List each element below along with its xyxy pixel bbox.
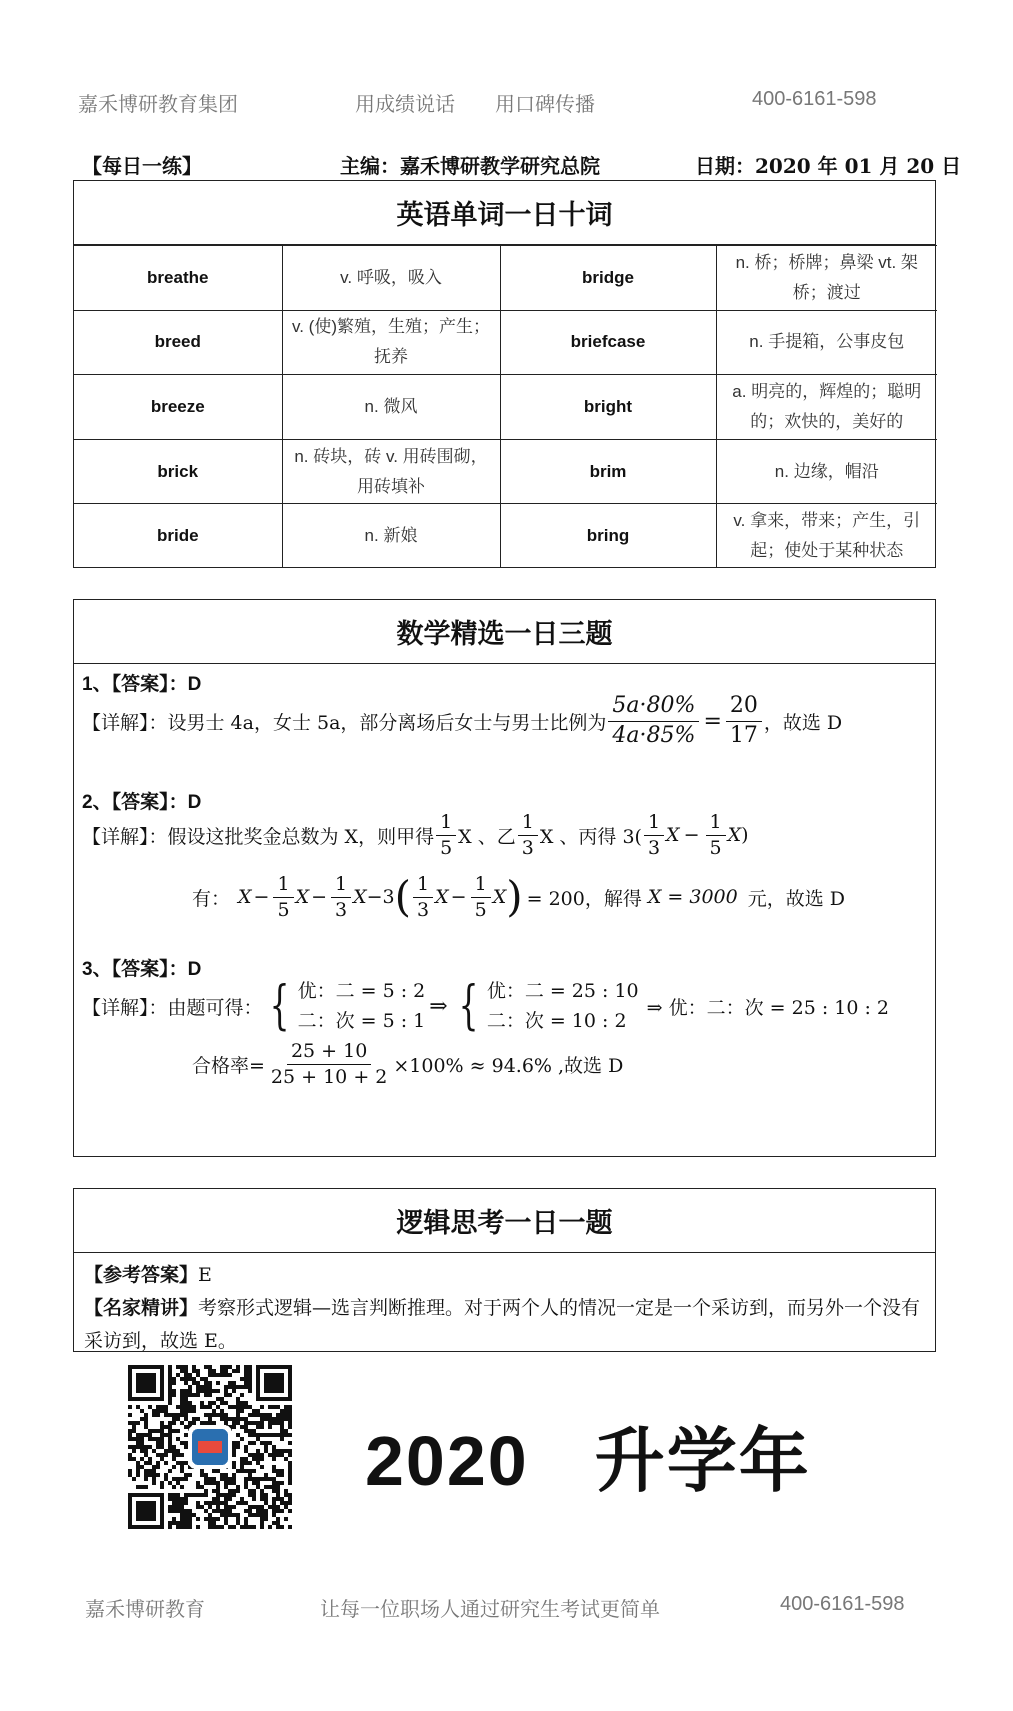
q1-answer: 1、【答案】：D (82, 674, 202, 695)
logic-title: 逻辑思考一日一题 (74, 1189, 935, 1253)
math-section (73, 599, 936, 1157)
q2-answer: 2、【答案】：D (82, 792, 202, 813)
header-slogan-1: 用成绩说话 (355, 94, 455, 116)
q3-rate: 合格率= $\frac{25 + 10}{25 + 10 + 2}$ ×100% ≈ 94.6% ,故选 D (192, 1040, 624, 1088)
q3-answer: 3、【答案】：D (82, 959, 202, 980)
vocab-definition: a. 明亮的，辉煌的；聪明的；欢快的，美好的 (716, 375, 937, 440)
q1-fraction: $\frac{5a\cdot 80\%}{4a\cdot 85\%}$ (608, 692, 699, 750)
vocab-definition: n. 新娘 (282, 504, 500, 569)
header-org: 嘉禾博研教育集团 (78, 94, 238, 116)
logic-answer: 【参考答案】E (84, 1264, 212, 1286)
vocab-definition: n. 桥；桥牌；鼻梁 vt. 架桥；渡过 (716, 246, 937, 311)
q3-system-1: { 优：二 = 5 : 2 二：次 = 5 : 1 (269, 976, 426, 1037)
footer-phone: 400-6161-598 (780, 1593, 905, 1615)
vocab-section (73, 180, 936, 568)
vocab-row (74, 439, 937, 504)
vocab-definition: n. 边缘，帽沿 (716, 439, 937, 504)
vocab-word: breeze (74, 375, 282, 440)
promo-slogan: 2020 升学年 (365, 1422, 811, 1500)
vocab-word: bring (500, 504, 716, 569)
practice-label: 【每日一练】 (82, 154, 202, 178)
vocab-definition: n. 微风 (282, 375, 500, 440)
vocab-definition: v. 拿来，带来；产生，引起；使处于某种状态 (716, 504, 937, 569)
vocab-title: 英语单词一日十词 (74, 181, 935, 245)
q3-system-2: { 优：二 = 25 : 10 二：次 = 10 : 2 (458, 976, 639, 1037)
meta-line (0, 150, 1013, 180)
vocab-row (74, 246, 937, 311)
vocab-row (74, 375, 937, 440)
footer-slogan: 让每一位职场人通过研究生考试更简单 (320, 1599, 660, 1621)
editor-label: 主编：嘉禾博研教学研究总院 (340, 154, 600, 178)
vocab-row (74, 310, 937, 375)
logic-comment: 【名家精讲】考察形式逻辑—选言判断推理。对于两个人的情况一定是一个采访到，而另外一个没有采访到，故选 E。 (84, 1297, 921, 1352)
date-label: 日期：2020 年 01 月 20 日 (695, 154, 962, 178)
q3-detail: 【详解】：由题可得： { 优：二 = 5 : 2 二：次 = 5 : 1 ⇒ { 优：二 = 25 : 10 二：次 = 10 : 2 ⇒ 优：二：次 = 25 : 10 : 2 (82, 976, 890, 1037)
math-title: 数学精选一日三题 (74, 600, 935, 664)
vocab-definition: v. 呼吸，吸入 (282, 246, 500, 311)
vocab-definition: v. (使)繁殖，生殖；产生；抚养 (282, 310, 500, 375)
q1-result-fraction: $\frac{20}{17}$ (726, 692, 762, 750)
vocab-row (74, 504, 937, 569)
page-header (0, 88, 1013, 118)
vocab-definition: n. 手提箱，公事皮包 (716, 310, 937, 375)
vocab-table (74, 245, 937, 568)
vocab-word: bright (500, 375, 716, 440)
vocab-word: bridge (500, 246, 716, 311)
vocab-word: brim (500, 439, 716, 504)
vocab-word: brick (74, 439, 282, 504)
qr-code-icon[interactable] (128, 1365, 292, 1529)
page-footer (0, 1593, 1013, 1623)
vocab-word: bride (74, 504, 282, 569)
header-phone: 400-6161-598 (752, 88, 877, 110)
logic-body (74, 1253, 935, 1363)
vocab-word: breed (74, 310, 282, 375)
math-body (74, 664, 935, 1156)
vocab-definition: n. 砖块，砖 v. 用砖围砌，用砖填补 (282, 439, 500, 504)
logic-section (73, 1188, 936, 1352)
footer-org: 嘉禾博研教育 (85, 1599, 205, 1621)
q2-detail: 【详解】：假设这批奖金总数为 X，则甲得 $\frac{1}{5}$ X 、乙 $\frac{1}{3}$ X 、丙得 3( $\frac{1}{3}$ X − $\frac{1}{5}$ X ) (82, 811, 749, 859)
q1-detail: 【详解】：设男士 4a，女士 5a，部分离场后女士与男士比例为 $\frac{5a\cdot 80\%}{4a\cdot 85\%}$ = $\frac{20}{17}$ ，故选 D (82, 692, 842, 750)
vocab-word: briefcase (500, 310, 716, 375)
vocab-word: breathe (74, 246, 282, 311)
header-slogan-2: 用口碑传播 (495, 94, 595, 116)
q2-equation: 有： X − $\frac{1}{5}$ X − $\frac{1}{3}$ X −3 ( $\frac{1}{3}$ X − $\frac{1}{5}$ X ) = 200，解得 X = 3000 元，故选 D (192, 872, 846, 922)
